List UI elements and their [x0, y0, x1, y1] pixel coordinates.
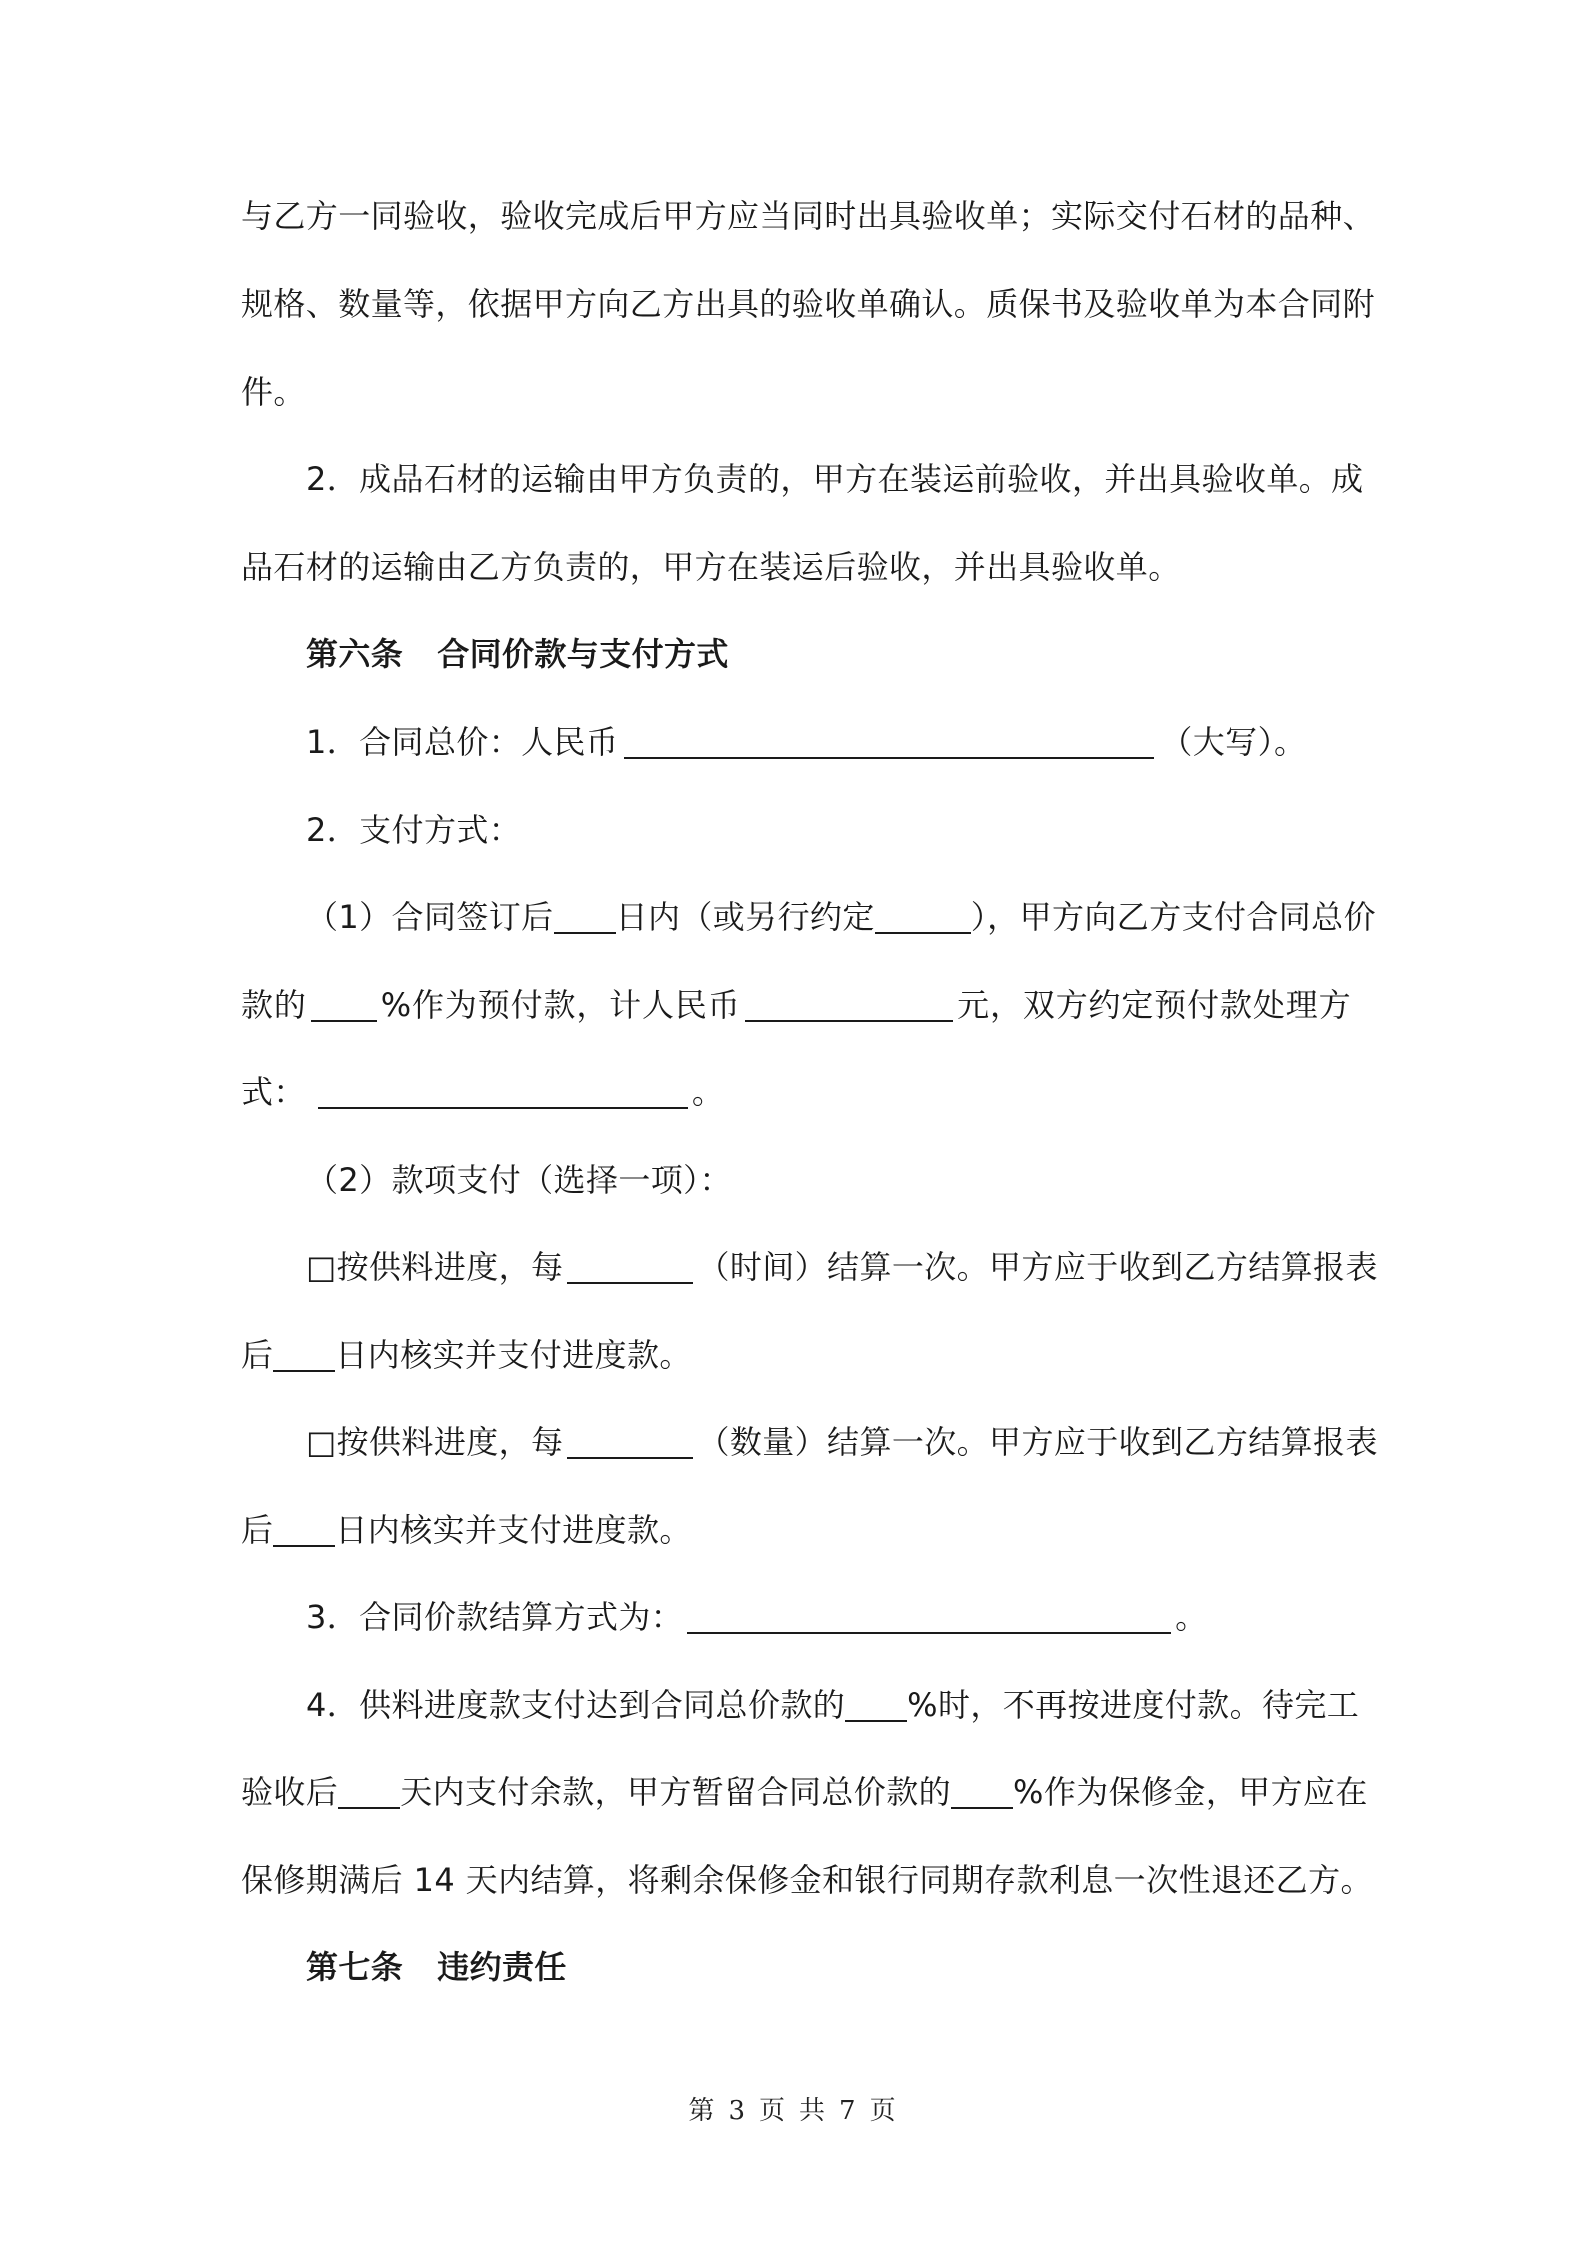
fill-blank [311, 986, 377, 1022]
article-heading-7 [306, 1937, 1351, 1997]
text-segment: 款的 [241, 986, 307, 1024]
fill-blank [875, 898, 971, 934]
article-number: 第七条 [306, 1948, 404, 1986]
fill-blank [567, 1248, 693, 1284]
text-segment: 1．合同总价：人民币 [306, 723, 619, 761]
fill-blank [567, 1423, 693, 1459]
paragraph-line [241, 1762, 1368, 1822]
paragraph-line [306, 1237, 1378, 1297]
text-segment: 天内支付余款，甲方暂留合同总价款的 [400, 1773, 952, 1811]
paragraph-line: 2．支付方式： [306, 811, 522, 849]
fill-blank [951, 1773, 1013, 1809]
article-heading-6 [306, 624, 1351, 684]
paragraph-line [306, 1412, 1378, 1472]
page-footer [0, 2090, 1586, 2127]
article-title: 合同价款与支付方式 [437, 635, 729, 673]
text-segment: 日内核实并支付进度款。 [335, 1336, 692, 1374]
text-segment: □按供料进度，每 [306, 1423, 564, 1461]
text-segment: %时，不再按进度付款。待完工 [907, 1686, 1360, 1724]
text-segment: ），甲方向乙方支付合同总价 [970, 898, 1376, 936]
text-segment: 。 [1175, 1598, 1208, 1636]
text-segment: 。 [691, 1073, 725, 1111]
text-segment: （数量）结算一次。甲方应于收到乙方结算报表 [697, 1423, 1378, 1461]
page-number: 3 [728, 2096, 747, 2126]
fill-blank [273, 1336, 335, 1372]
text-segment: 后 [241, 1336, 274, 1374]
text-segment: 日内（或另行约定 [615, 898, 875, 936]
article-title: 违约责任 [437, 1948, 567, 1986]
fill-blank [554, 898, 616, 934]
paragraph-line: 品石材的运输由乙方负责的，甲方在装运后验收，并出具验收单。 [241, 548, 1181, 586]
fill-blank [338, 1773, 400, 1809]
text-segment: 验收后 [241, 1773, 339, 1811]
text-segment: □按供料进度，每 [306, 1248, 564, 1286]
paragraph-line [241, 1500, 1351, 1560]
footer-text: 页 [758, 2096, 787, 2126]
paragraph-line: 2．成品石材的运输由甲方负责的，甲方在装运前验收，并出具验收单。成 [306, 460, 1364, 498]
fill-blank [273, 1511, 335, 1547]
text-segment: 日内核实并支付进度款。 [335, 1511, 692, 1549]
paragraph-line [306, 1587, 1351, 1647]
text-segment: 元，双方约定预付款处理方 [956, 986, 1351, 1024]
fill-blank [745, 986, 953, 1022]
paragraph-line: 规格、数量等，依据甲方向乙方出具的验收单确认。质保书及验收单为本合同附 [241, 285, 1376, 323]
text-segment: （大写）。 [1160, 723, 1307, 761]
text-segment: 后 [241, 1511, 274, 1549]
article-number: 第六条 [306, 635, 404, 673]
text-segment: %作为保修金，甲方应在 [1013, 1773, 1368, 1811]
text-segment: 4．供料进度款支付达到合同总价款的 [306, 1686, 846, 1724]
page-total: 7 [839, 2096, 858, 2126]
paragraph-line: 与乙方一同验收，验收完成后甲方应当同时出具验收单；实际交付石材的品种、 [241, 197, 1376, 235]
text-segment: （时间）结算一次。甲方应于收到乙方结算报表 [697, 1248, 1378, 1286]
paragraph-line [241, 975, 1351, 1035]
footer-text: 共 [799, 2096, 828, 2126]
footer-text: 页 [869, 2096, 898, 2126]
paragraph-line [306, 712, 1351, 772]
fill-blank [845, 1686, 907, 1722]
fill-blank [318, 1073, 688, 1109]
fill-blank [687, 1598, 1171, 1634]
paragraph-line: （2）款项支付（选择一项）： [306, 1161, 732, 1199]
footer-text: 第 [688, 2096, 717, 2126]
paragraph-line [241, 1325, 1351, 1385]
text-segment: 3．合同价款结算方式为： [306, 1598, 684, 1636]
text-segment: %作为预付款，计人民币 [380, 986, 741, 1024]
paragraph-line [241, 1062, 1351, 1122]
paragraph-line [306, 887, 1376, 947]
fill-blank [624, 723, 1154, 759]
paragraph-line: 件。 [241, 373, 306, 411]
text-segment: （1）合同签订后 [306, 898, 554, 936]
paragraph-line: 保修期满后 14 天内结算，将剩余保修金和银行同期存款利息一次性退还乙方。 [241, 1861, 1373, 1899]
text-segment: 式： [241, 1073, 306, 1111]
paragraph-line [306, 1675, 1360, 1735]
